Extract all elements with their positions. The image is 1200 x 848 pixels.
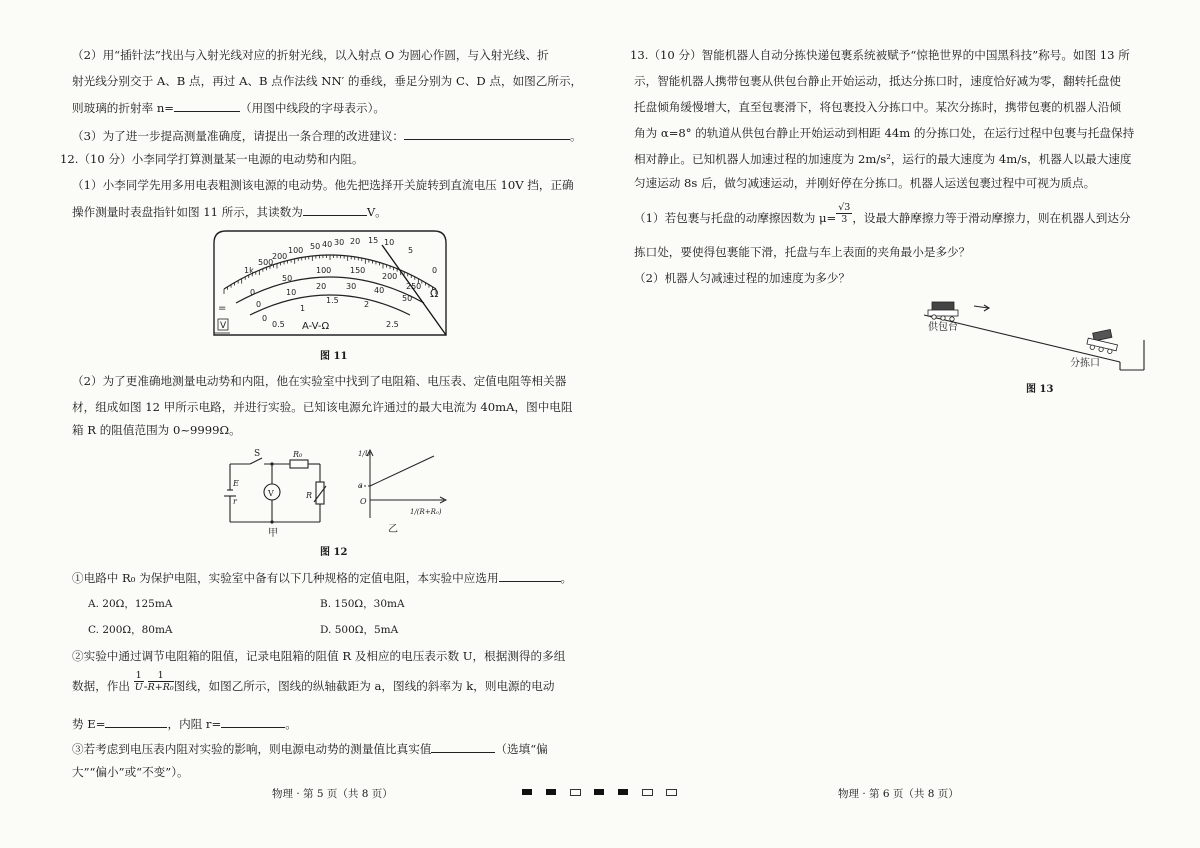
q12-part2-sub2-line3 (72, 715, 584, 732)
q12-heading: 12.（10 分）小李同学打算测量某一电源的电动势和内阻。 (60, 152, 364, 166)
q11-part2-line1: （2）用“插针法”找出与入射光线对应的折射光线，以入射点 O 为圆心作圆，与入射光线、折 (72, 48, 549, 62)
ac-tick-30: 30 (346, 282, 357, 291)
answer-blank-reading[interactable] (303, 203, 367, 216)
q12-part2-sub2-line1: ②实验中通过调节电阻箱的阻值，记录电阻箱的阻值 R 及相应的电压表示数 U，根据测得的多组 (72, 649, 566, 663)
q12-sub3-choice: （选填“偏 (495, 742, 548, 756)
mark-filled (594, 789, 604, 795)
q12-part2-sub3-line2: 大”“偏小”或“不变”）。 (72, 765, 189, 779)
q12-part2-sub2-line2 (72, 669, 584, 694)
v-tick-1: 1 (300, 304, 306, 313)
q13-part1-suffix: ，设最大静摩擦力等于滑动摩擦力，则在机器人到达分 (852, 211, 1131, 225)
q11-part3-text: （3）为了进一步提高测量准确度，请提出一条合理的改进建议： (72, 129, 405, 143)
answer-blank-emf[interactable] (105, 715, 167, 728)
dc-tick-200: 200 (382, 272, 398, 281)
answer-blank-measured-vs-true[interactable] (431, 740, 495, 753)
dc-tick-0: 0 (250, 288, 256, 297)
option-b: B. 150Ω，30mA (320, 598, 405, 610)
option-a: A. 20Ω，125mA (88, 598, 173, 610)
intercept-a: a (358, 481, 363, 490)
q12-sub2-end: 。 (285, 717, 297, 731)
q13-line4: 角为 α=8° 的轨道从供包台静止开始运动到相距 44m 的分拣口处，在运行过程中包裹与托盘保持 (634, 126, 1135, 140)
q12-r-prefix: ，内阻 r= (167, 717, 222, 731)
figure-13-caption: 图 13 (1026, 384, 1054, 395)
q12-reading-prefix: 操作测量时表盘指针如图 11 所示，其读数为 (72, 205, 303, 219)
ohm-tick-200: 200 (272, 252, 288, 261)
q13-line1: 13.（10 分）智能机器人自动分拣快递包裹系统被赋予“惊艳世界的中国黑科技”称号。如图 13 所 (630, 48, 1130, 62)
dial-center-label: A-V-Ω (302, 321, 330, 332)
option-d: D. 500Ω，5mA (320, 624, 399, 636)
sorting-port-label: 分拣口 (1070, 358, 1100, 369)
ohm-tick-40: 40 (322, 240, 333, 249)
emf-label: E (233, 479, 239, 488)
robot-start-icon (928, 302, 958, 321)
q11-part2-line2: 射光线分别交于 A、B 点，再过 A、B 点作法线 NN′ 的垂线，垂足分别为 C、D 点，如图乙所示， (72, 74, 583, 88)
voltmeter-label: V (268, 489, 274, 498)
q13-line5: 相对静止。已知机器人加速过程的加速度为 2m/s²，运行的最大速度为 4m/s，机器人以最大速度 (634, 152, 1132, 166)
q12-sub2-prefix: 数据，作出 (72, 679, 130, 693)
dc-tick-50: 50 (282, 274, 293, 283)
fraction-sqrt3-over-3: $\frac{√3}{3}$ (838, 201, 851, 225)
switch-label: S (254, 449, 261, 459)
ohm-tick-30: 30 (334, 238, 345, 247)
answer-blank-improvement[interactable] (404, 127, 570, 140)
rbox-label: R (306, 491, 313, 500)
q13-part2: （2）机器人匀减速过程的加速度为多少？ (634, 271, 851, 285)
ohm-tick-20: 20 (350, 237, 361, 246)
q11-refractive-index-suffix: （用图中线段的字母表示）。 (240, 101, 385, 115)
ohm-tick-5: 5 (408, 246, 414, 255)
ac-tick-50: 50 (402, 294, 413, 303)
figure-12-circuit-diagram (220, 446, 340, 539)
q13-line3: 托盘倾角缓慢增大，直至包裹滑下，将包裹投入分拣口中。某次分拣时，携带包裹的机器人沿倾 (634, 100, 1121, 114)
figure-11-multimeter-dial (206, 229, 454, 337)
dc-tick-250: 250 (406, 282, 422, 291)
ohm-tick-50: 50 (310, 242, 321, 251)
ohm-tick-0: 0 (432, 266, 438, 275)
q12-part1-line1: （1）小李同学先用多用电表粗测该电源的电动势。他先把选择开关旋转到直流电压 10V 挡，正确 (72, 178, 574, 192)
v-tick-0: 0 (262, 314, 268, 323)
dc-tick-150: 150 (350, 266, 366, 275)
q13-line6: 匀速运动 8s 后，做匀减速运动，并刚好停在分拣口。机器人运送包裹过程中可视为质点。 (634, 176, 1096, 190)
v-tick-2: 2 (364, 300, 370, 309)
q12-part2-line1: （2）为了更准确地测量电动势和内阻，他在实验室中找到了电阻箱、电压表、定值电阻等相关器 (72, 374, 567, 388)
ac-tick-0: 0 (256, 300, 262, 309)
fraction-1-over-r-plus-r0: $\frac{1}{\text{R+R₀}}$ (147, 669, 174, 693)
q12-sub2-suffix: 图线，如图乙所示，图线的纵轴截距为 a，图线的斜率为 k，则电源的电动 (173, 679, 555, 693)
q13-line2: 示，智能机器人携带包裹从供包台静止开始运动，抵达分拣口时，速度恰好减为零，翻转托盘使 (634, 74, 1121, 88)
r0-label: R₀ (293, 450, 303, 459)
figure-11-caption: 图 11 (320, 351, 348, 362)
left-page-footer: 物理 · 第 5 页（共 8 页） (272, 788, 393, 800)
q12-sub1-text: ①电路中 R₀ 为保护电阻，实验室中备有以下几种规格的定值电阻，本实验中应选用 (72, 571, 499, 585)
q11-part3 (72, 127, 584, 144)
q12-emf-prefix: 势 E= (72, 717, 106, 731)
ohm-tick-15: 15 (368, 236, 379, 245)
q12-part2-sub1 (72, 569, 584, 586)
fraction-dash: - (143, 679, 148, 693)
dc-tick-100: 100 (316, 266, 332, 275)
v-tick-1.5: 1.5 (326, 296, 339, 305)
ac-tick-10: 10 (286, 288, 297, 297)
v-symbol: V (220, 321, 227, 331)
start-station-label: 供包台 (928, 322, 958, 333)
ohm-tick-100: 100 (288, 246, 304, 255)
fraction-1-over-u: $\frac{1}{U}$ (134, 669, 143, 693)
x-axis-label: 1/(R+R₀) (410, 508, 442, 516)
label-yi: 乙 (388, 524, 398, 535)
internal-r-label: r (233, 497, 237, 506)
q11-part3-end: 。 (570, 129, 582, 143)
q12-part1-line2 (72, 203, 584, 220)
v-tick-0.5: 0.5 (272, 320, 285, 329)
dc-symbol: = (218, 303, 227, 314)
q11-refractive-index-prefix: 则玻璃的折射率 n= (72, 101, 175, 115)
q12-part2-sub3-line1 (72, 740, 584, 757)
ac-tick-40: 40 (374, 286, 385, 295)
q12-part2-line3: 箱 R 的阻值范围为 0~9999Ω。 (72, 423, 241, 437)
mark-outline (666, 789, 677, 796)
ohm-symbol: Ω (430, 287, 439, 300)
origin-o: O (360, 497, 367, 506)
q13-part1-prefix: （1）若包裹与托盘的动摩擦因数为 μ= (634, 211, 837, 225)
mark-filled (546, 789, 556, 795)
q11-part2-line3 (72, 99, 584, 116)
figure-13-robot-track (924, 292, 1156, 374)
answer-blank-resistor-choice[interactable] (499, 569, 561, 582)
q12-reading-unit: V。 (366, 205, 387, 219)
ac-tick-20: 20 (316, 282, 327, 291)
q12-sub3-text: ③若考虑到电压表内阻对实验的影响，则电源电动势的测量值比真实值 (72, 742, 432, 756)
q13-part1-line2: 拣口处，要使得包裹能下滑，托盘与车上表面的夹角最小是多少？ (634, 245, 971, 259)
right-page-footer: 物理 · 第 6 页（共 8 页） (838, 788, 959, 800)
mark-outline (642, 789, 653, 796)
robot-end-icon (1086, 325, 1121, 355)
q12-sub1-end: 。 (560, 571, 573, 585)
y-axis-label: 1/U (358, 450, 371, 458)
option-c: C. 200Ω，80mA (88, 624, 173, 636)
mark-outline (570, 789, 581, 796)
mark-filled (618, 789, 628, 795)
q13-part1-line1 (634, 201, 1146, 226)
ohm-tick-10: 10 (384, 238, 395, 247)
label-jia: 甲 (268, 528, 278, 539)
answer-blank-internal-r[interactable] (221, 715, 285, 728)
ohm-tick-1k: 1k (244, 266, 254, 275)
v-tick-2.5: 2.5 (386, 320, 399, 329)
answer-blank-refractive-index[interactable] (174, 99, 240, 112)
mark-filled (522, 789, 532, 795)
figure-12-caption: 图 12 (320, 547, 348, 558)
q12-part2-line2: 材，组成如图 12 甲所示电路，并进行实验。已知该电源允许通过的最大电流为 40mA，图中电阻 (72, 400, 573, 414)
ohm-tick-500: 500 (258, 258, 274, 267)
figure-12-graph (354, 448, 454, 538)
